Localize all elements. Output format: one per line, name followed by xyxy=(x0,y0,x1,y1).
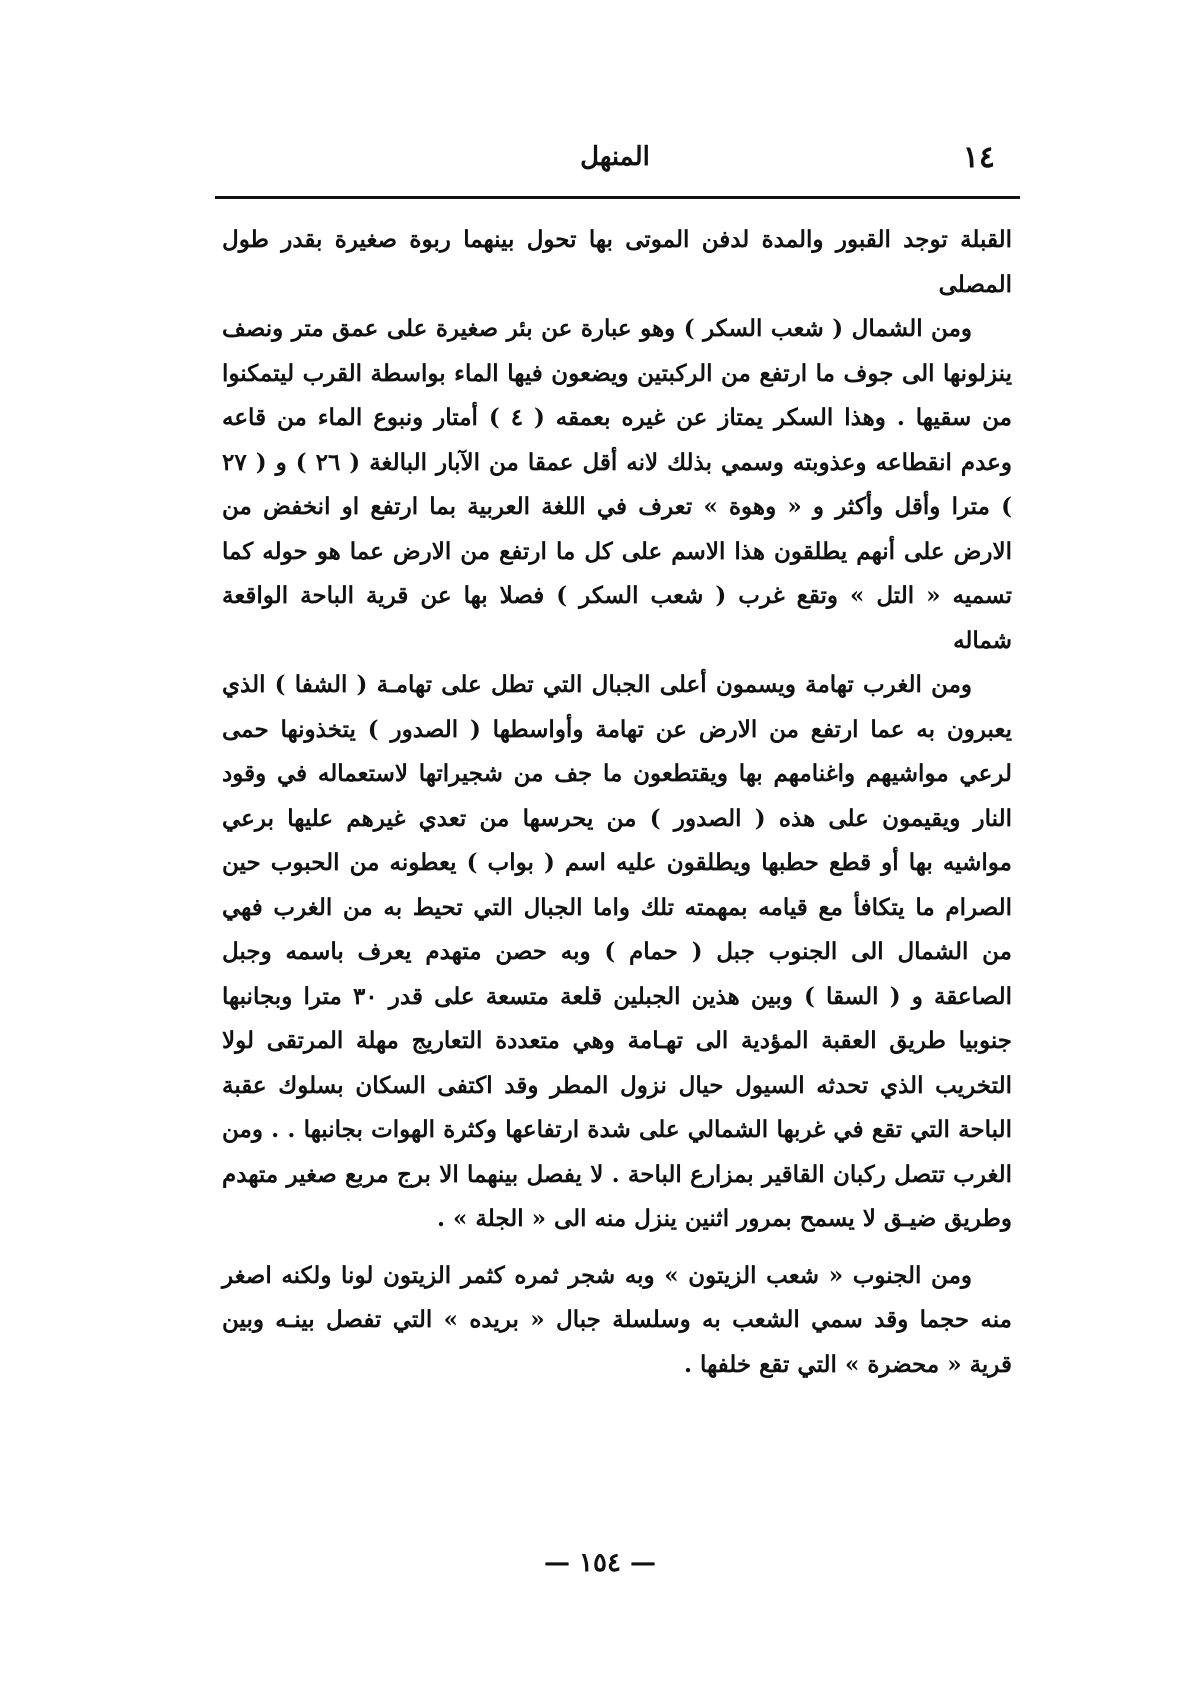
running-title: المنهل xyxy=(580,142,650,172)
paragraph-1: القبلة توجد القبور والمدة لدفن الموتى بها تحول بينهما ربوة صغيرة بقدر طول المصلى xyxy=(222,226,1012,298)
header-page-number: ١٤ xyxy=(962,140,995,175)
footer-page-number: — ١٥٤ — xyxy=(543,1548,657,1578)
header-rule xyxy=(215,196,1020,199)
paragraph-2: ومن الشمال ( شعب السكر ) وهو عبارة عن بئر صغيرة على عمق متر ونصف ينزلونها الى جوف ما ارتفع من الركبتين ويضعون فيها الماء بواسطة القرب ليتمكنوا من سقيها . وهذا السكر يمتاز عن غيره بعمقه ( ٤ ) أمتار ونبوع الماء من قاعه وعدم انقطاعه وعذوبته وسمي بذلك لانه أقل عمقا من الآبار البالغة ( ٢٦ ) و ( ٢٧ ) مترا وأقل وأكثر و « وهوة » تعرف في اللغة العربية بما ارتفع او انخفض من الارض على أنهم يطلقون هذا الاسم على كل ما ارتفع من الارض عما هو حوله كما تسميه « التل » وتقع غرب ( شعب السكر ) فصلا بها عن قرية الباحة الواقعة شماله xyxy=(222,315,1013,654)
paragraph-4: ومن الجنوب « شعب الزيتون » وبه شجر ثمره كثمر الزيتون لونا ولكنه اصغر منه حجما وقد سمي الشعب به وسلسلة جبال « بريده » التي تفصل بينـه وبين قرية « محضرة » التي تقع خلفها . xyxy=(222,1261,1012,1378)
paragraph-3: ومن الغرب تهامة ويسمون أعلى الجبال التي تطل على تهامـة ( الشفا ) الذي يعبرون به عما ارتفع من الارض عن تهامة وأواسطها ( الصدور ) يتخذونها حمى لرعي مواشيهم واغنامهم بها ويقتطعون ما جف من شجيراتها لاستعماله في وقود النار ويقيمون على هذه ( الصدور ) من يحرسها من تعدي غيرهم عليها برعي مواشيه بها أو قطع حطبها ويطلقون عليه اسم ( بواب ) يعطونه من الحبوب حين الصرام ما يتكافأ مع قيامه بمهمته تلك واما الجبال التي تحيط به من الغرب فهي من الشمال الى الجنوب جبل ( حمام ) وبه حصن متهدم يعرف باسمه وجبل الصاعقة و ( السقا ) وبين هذين الجبلين قلعة متسعة على قدر ٣٠ مترا وبجانبها جنوبيا طريق العقبة المؤدية الى تهـامة وهي متعددة التعاريج مهلة المرتقى لولا التخريب الذي تحدثه السيول حيال نزول المطر وقد اكتفى السكان بسلوك عقبة الباحة التي تقع في غربها الشمالي على شدة ارتفاعها وكثرة الهوات بجانبها . . ومن الغرب تتصل ركبان القاقير بمزارع الباحة . لا يفصل بينهما الا برج مربع صغير متهدم وطريق ضيـق لا يسمح بمرور اثنين ينزل منه الى « الجلة » . xyxy=(222,671,1013,1232)
body-text xyxy=(222,218,1012,1387)
page-header xyxy=(215,140,1015,190)
